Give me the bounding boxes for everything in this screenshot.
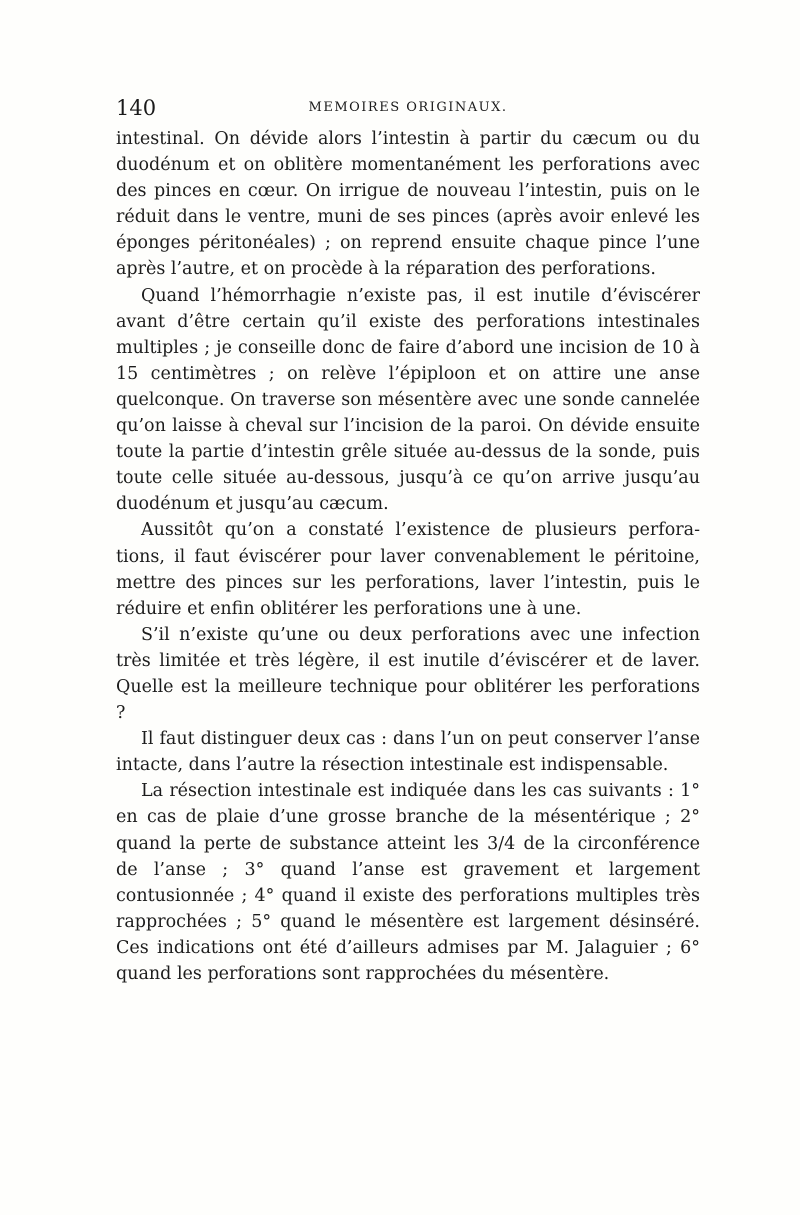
running-title: MEMOIRES ORIGINAUX. — [308, 100, 508, 115]
paragraph: La résection intestinale est indiquée dans les cas suivants : 1° en cas de plaie d’une grosse branche de la mésentérique ; 2° quand la perte de substance atteint les 3/4 de la circonférence de l’anse ; 3° quand l’anse est gravement et largement contusionnée ; 4° quand il existe des perforations multiples très rapprochées ; 5° quand le mésentère est largement désinséré. Ces indications ont été d’ailleurs admises par M. Jalaguier ; 6° quand les perforations sont rapprochées du mésentère. — [116, 781, 700, 984]
paragraph-continuation: intestinal. On dévide alors l’intestin à partir du cæcum ou du duodénum et on oblitère momentanément les perforations avec des pinces en cœur. On irrigue de nouveau l’intestin, puis on le réduit dans le ventre, muni de ses pinces (après avoir enlevé les éponges péritonéales) ; on reprend ensuite chaque pince l’une après l’autre, et on procède à la réparation des perforations. — [116, 129, 700, 280]
paragraph: S’il n’existe qu’une ou deux perforations avec une infection très limitée et très légère, il est inutile d’éviscérer et de laver. Quelle est la meilleure technique pour oblitérer les perforations ? — [116, 624, 700, 724]
body-text — [116, 126, 700, 987]
page-number: 140 — [116, 96, 157, 120]
page-header — [116, 94, 700, 124]
paragraph: Il faut distinguer deux cas : dans l’un on peut conserver l’anse intacte, dans l’autre la résection intestinale est indispensable. — [116, 729, 700, 776]
paragraph: Aussitôt qu’on a constaté l’existence de plusieurs perforations, il faut éviscérer pour laver convenablement le péritoine, mettre des pinces sur les perforations, laver l’intestin, puis le réduire et enfin oblitérer les perforations une à une. — [116, 520, 700, 619]
paragraph: Quand l’hémorrhagie n’existe pas, il est inutile d’éviscérer avant d’être certain qu’il existe des perforations intestinales multiples ; je conseille donc de faire d’abord une incision de 10 à 15 centimètres ; on relève l’épiploon et on attire une anse quelconque. On traverse son mésentère avec une sonde cannelée qu’on laisse à cheval sur l’incision de la paroi. On dévide ensuite toute la partie d’intestin grêle située au-dessus de la sonde, puis toute celle située au-dessous, jusqu’à ce qu’on arrive jusqu’au duodénum et jusqu’au cæcum. — [116, 285, 700, 515]
